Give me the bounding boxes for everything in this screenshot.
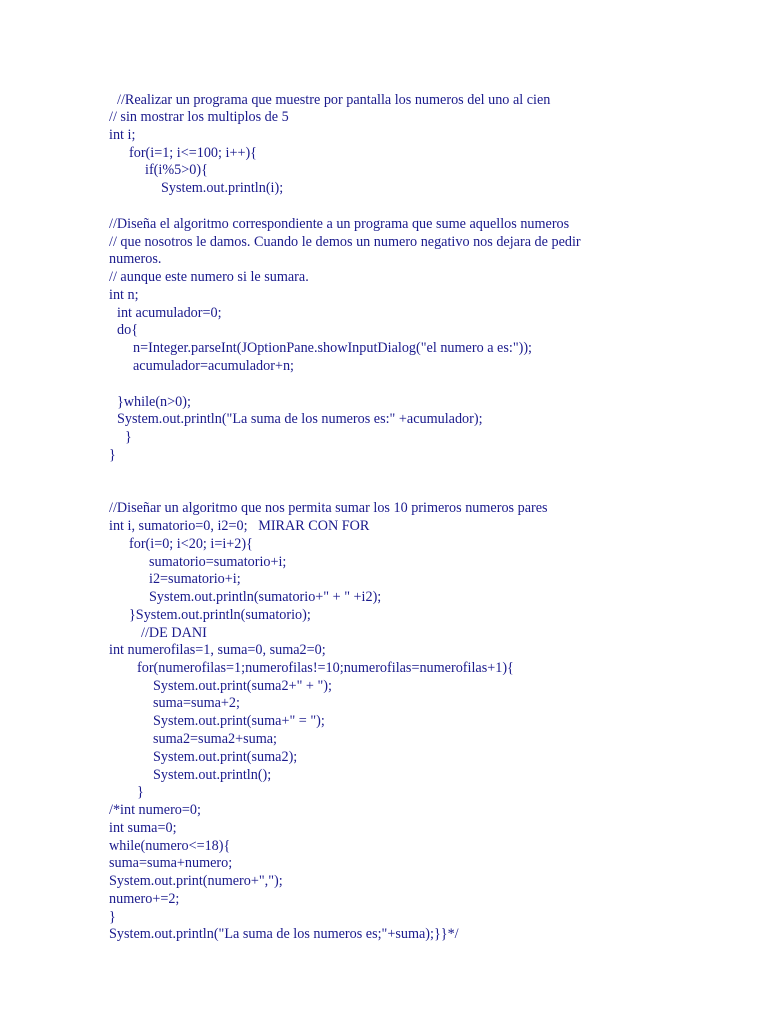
- code-line: }System.out.println(sumatorio);: [129, 607, 311, 623]
- code-line: // que nosotros le damos. Cuando le demos un numero negativo nos dejara de pedir: [109, 234, 581, 250]
- code-line: n=Integer.parseInt(JOptionPane.showInputDialog("el numero a es:"));: [133, 340, 532, 356]
- code-line: }while(n>0);: [117, 394, 191, 410]
- code-line: System.out.println();: [153, 767, 272, 783]
- code-line: }: [125, 429, 132, 445]
- code-line: System.out.println("La suma de los numeros es;"+suma);}}*/: [109, 926, 459, 942]
- code-line: // sin mostrar los multiplos de 5: [109, 109, 289, 125]
- code-line: numeros.: [109, 251, 162, 267]
- code-line: System.out.println("La suma de los numeros es:" +acumulador);: [117, 411, 483, 427]
- code-line: int numerofilas=1, suma=0, suma2=0;: [109, 642, 326, 658]
- code-line: }: [137, 784, 144, 800]
- code-line: for(i=0; i<20; i=i+2){: [129, 536, 253, 552]
- code-line: sumatorio=sumatorio+i;: [149, 554, 287, 570]
- code-line: System.out.println(sumatorio+" + " +i2);: [149, 589, 382, 605]
- code-line: //DE DANI: [141, 625, 207, 641]
- code-line: int acumulador=0;: [117, 305, 222, 321]
- code-line: }: [109, 447, 116, 463]
- code-line: numero+=2;: [109, 891, 180, 907]
- code-line: //Diseña el algoritmo correspondiente a un programa que sume aquellos numeros: [109, 216, 570, 232]
- code-line: if(i%5>0){: [145, 162, 208, 178]
- code-line: for(numerofilas=1;numerofilas!=10;numerofilas=numerofilas+1){: [137, 660, 514, 676]
- code-line: System.out.print(suma2);: [153, 749, 298, 765]
- code-line: // aunque este numero si le sumara.: [109, 269, 309, 285]
- code-line: /*int numero=0;: [109, 802, 201, 818]
- code-line: int i, sumatorio=0, i2=0; MIRAR CON FOR: [109, 518, 370, 534]
- code-line: suma=suma+numero;: [109, 855, 233, 871]
- code-line: for(i=1; i<=100; i++){: [129, 145, 257, 161]
- code-line: System.out.print(suma+" = ");: [153, 713, 325, 729]
- code-line: do{: [117, 322, 138, 338]
- code-line: while(numero<=18){: [109, 838, 231, 854]
- code-line: i2=sumatorio+i;: [149, 571, 241, 587]
- code-line: }: [109, 909, 116, 925]
- code-line: int n;: [109, 287, 139, 303]
- code-line: System.out.print(numero+",");: [109, 873, 283, 889]
- code-line: int suma=0;: [109, 820, 177, 836]
- code-line: acumulador=acumulador+n;: [133, 358, 294, 374]
- code-line: System.out.print(suma2+" + ");: [153, 678, 332, 694]
- code-line: suma=suma+2;: [153, 695, 240, 711]
- code-line: //Diseñar un algoritmo que nos permita sumar los 10 primeros numeros pares: [109, 500, 548, 516]
- code-line: int i;: [109, 127, 136, 143]
- code-line: suma2=suma2+suma;: [153, 731, 277, 747]
- code-line: System.out.println(i);: [161, 180, 284, 196]
- code-line: //Realizar un programa que muestre por pantalla los numeros del uno al cien: [117, 92, 551, 108]
